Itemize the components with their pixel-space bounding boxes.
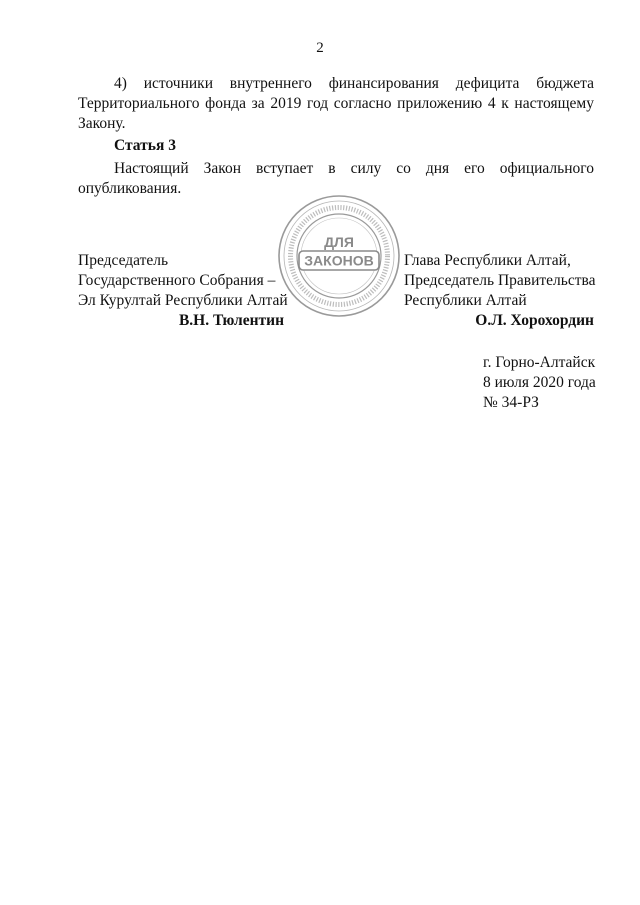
seal-text-top: ДЛЯ [324,234,354,250]
seal-graphic [277,194,401,318]
article-3-paragraph: Настоящий Закон вступает в силу со дня его официального опубликования. [78,160,594,197]
left-title-line-2: Государственного Собрания – [78,272,276,289]
signature-block-right [404,251,594,331]
official-seal [277,194,401,318]
seal-text-main: ЗАКОНОВ [304,252,374,269]
adoption-place: г. Горно-Алтайск [483,354,596,371]
left-title-line-1: Председатель [78,252,169,269]
right-title-line-2: Председатель Правительства [404,272,596,289]
adoption-details [483,353,603,413]
left-signatory-name: В.Н. Тюлентин [178,312,284,329]
left-title-line-3: Эл Курултай Республики Алтай [78,292,288,309]
right-title-line-1: Глава Республики Алтай, [404,252,571,269]
item-4-paragraph: 4) источники внутреннего финансирования дефицита бюджета Территориального фонда за 2019 год согласно приложению 4 к настоящему Закону. [78,75,594,132]
page-number: 2 [316,40,324,56]
right-signatory-name: О.Л. Хорохордин [475,312,594,329]
right-title-line-3: Республики Алтай [404,292,527,309]
article-3-heading: Статья 3 [114,137,176,154]
signature-block-left [78,251,288,331]
adoption-date: 8 июля 2020 года [483,374,596,391]
law-number: № 34-РЗ [483,394,539,411]
